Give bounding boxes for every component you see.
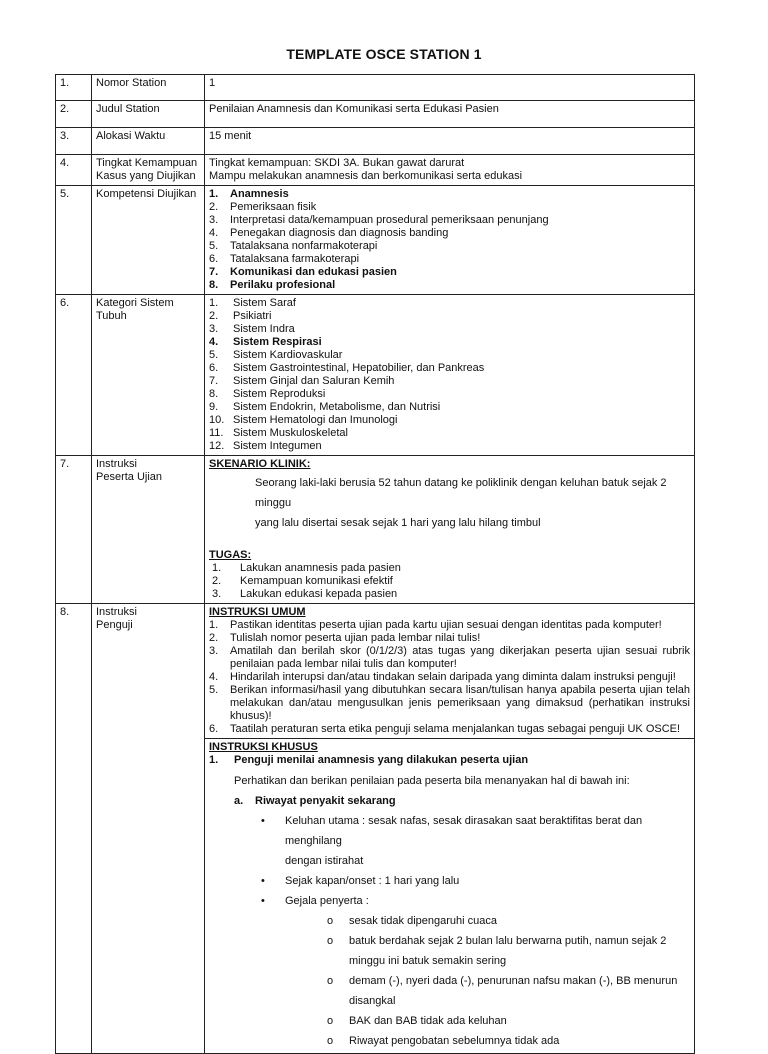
list-item: 6. Tatalaksana farmakoterapi [209, 253, 360, 265]
list-item: 4. Sistem Respirasi [209, 336, 322, 348]
task-heading: TUGAS: [209, 549, 252, 561]
list-item: 6. Taatilah peraturan serta etika penguji selama menjalankan tugas sebagai penguji UK OSCE! [209, 723, 681, 735]
bullet-icon: • [261, 895, 265, 907]
list-item: 4. Hindarilah interupsi dan/atau tindakan selain daripada yang diminta dalam instruksi penguji! [209, 671, 676, 683]
list-item: 3. Amatilah dan berilah skor (0/1/2/3) atas tugas yang dikerjakan peserta ujian sesuai rubrik penilaian pada lembar nilai tulis dan komputer! [209, 645, 690, 670]
list-item: 2. Kemampuan komunikasi efektif [212, 575, 393, 587]
list-item: o BAK dan BAB tidak ada keluhan [209, 1011, 690, 1031]
row-label: Kompetensi Diujikan [92, 186, 205, 295]
row-label-line: Penguji [96, 619, 133, 631]
row-label-line: Tubuh [96, 310, 127, 322]
table-row [56, 295, 695, 456]
row-label [92, 295, 205, 456]
list-item: 1. Sistem Saraf [209, 297, 296, 309]
list-item: 2. Tulislah nomor peserta ujian pada lembar nilai tulis! [209, 632, 481, 644]
table-row [56, 186, 695, 295]
row-number: 6. [56, 295, 92, 456]
list-item: 3. Lakukan edukasi kepada pasien [212, 588, 398, 600]
row-label-line: Tingkat Kemampuan [96, 157, 198, 169]
table-row [56, 128, 695, 155]
circle-bullet-icon: o [327, 1035, 334, 1047]
general-heading: INSTRUKSI UMUM [209, 606, 306, 618]
row-label-line: Instruksi [96, 606, 137, 618]
body-system-list [205, 295, 695, 456]
list-item: 9. Sistem Endokrin, Metabolisme, dan Nutrisi [209, 401, 441, 413]
circle-bullet-icon: o [327, 935, 334, 947]
list-item: o demam (-), nyeri dada (-), penurunan nafsu makan (-), BB menurun disangkal [209, 971, 690, 1011]
row-value: 1 [205, 75, 695, 101]
row-label [92, 456, 205, 604]
list-item: • Keluhan utama : sesak nafas, sesak dirasakan saat beraktifitas berat dan menghilang dengan istirahat [209, 811, 690, 871]
row-label: Judul Station [92, 101, 205, 128]
list-item: 2. Psikiatri [209, 310, 272, 322]
list-item: 6. Sistem Gastrointestinal, Hepatobilier, dan Pankreas [209, 362, 485, 374]
list-item: o Riwayat pengobatan sebelumnya tidak ada [209, 1031, 690, 1051]
row-value: 15 menit [205, 128, 695, 155]
row-number: 3. [56, 128, 92, 155]
instruction-text: Perhatikan dan berikan penilaian pada peserta bila menanyakan hal di bawah ini: [234, 775, 630, 787]
table-row [56, 155, 695, 186]
value-line: Mampu melakukan anamnesis dan berkomunikasi serta edukasi [209, 170, 523, 182]
special-instructions [205, 739, 695, 1054]
list-item: 2. Pemeriksaan fisik [209, 201, 317, 213]
table-row [56, 75, 695, 101]
list-item: 7. Sistem Ginjal dan Saluran Kemih [209, 375, 395, 387]
list-item: • Gejala penyerta : [209, 891, 690, 911]
row-number: 1. [56, 75, 92, 101]
special-heading: INSTRUKSI KHUSUS [209, 741, 318, 753]
row-label-line: Instruksi [96, 458, 137, 470]
row-label: Alokasi Waktu [92, 128, 205, 155]
row-value: Penilaian Anamnesis dan Komunikasi serta Edukasi Pasien [205, 101, 695, 128]
list-item: 3. Sistem Indra [209, 323, 295, 335]
circle-bullet-icon: o [327, 975, 334, 987]
list-item: 5. Berikan informasi/hasil yang dibutuhkan secara lisan/tulisan hanya apabila peserta ujian telah melakukan dan/atau mengusulkan jenis pemeriksaan yang dimaksud (perhatikan instruksi khusus)! [209, 684, 690, 722]
row-number: 4. [56, 155, 92, 186]
table-row [56, 456, 695, 604]
circle-bullet-icon: o [327, 915, 334, 927]
list-item: a. Riwayat penyakit sekarang [234, 795, 396, 807]
scenario-text: Seorang laki-laki berusia 52 tahun datang ke poliklinik dengan keluhan batuk sejak 2 minggu [255, 477, 667, 509]
list-item: 11. Sistem Muskuloskeletal [209, 427, 348, 439]
general-instructions [205, 604, 695, 739]
scenario-text: yang lalu disertai sesak sejak 1 hari yang lalu hilang timbul [255, 517, 541, 529]
list-item: 1. Pastikan identitas peserta ujian pada kartu ujian sesuai dengan identitas pada komputer! [209, 619, 662, 631]
bullet-icon: • [261, 875, 265, 887]
row-number: 2. [56, 101, 92, 128]
competency-list [205, 186, 695, 295]
table-row [56, 604, 695, 739]
list-item: 8. Perilaku profesional [209, 279, 336, 291]
list-item: 5. Sistem Kardiovaskular [209, 349, 343, 361]
circle-bullet-icon: o [327, 1015, 334, 1027]
list-item: 7. Komunikasi dan edukasi pasien [209, 266, 397, 278]
row-value [205, 155, 695, 186]
scenario-heading: SKENARIO KLINIK: [209, 458, 311, 470]
bullet-icon: • [261, 815, 265, 827]
list-item: 8. Sistem Reproduksi [209, 388, 326, 400]
list-item: 3. Interpretasi data/kemampuan prosedural pemeriksaan penunjang [209, 214, 549, 226]
row-label-line: Peserta Ujian [96, 471, 163, 483]
participant-instructions [205, 456, 695, 604]
value-line: Tingkat kemampuan: SKDI 3A. Bukan gawat darurat [209, 157, 465, 169]
row-label [92, 604, 205, 1054]
row-label: Nomor Station [92, 75, 205, 101]
list-item: 1. Lakukan anamnesis pada pasien [212, 562, 401, 574]
row-label [92, 155, 205, 186]
page-title: TEMPLATE OSCE STATION 1 [286, 46, 482, 62]
list-item: 10. Sistem Hematologi dan Imunologi [209, 414, 398, 426]
list-item: 1. Penguji menilai anamnesis yang dilakukan peserta ujian [209, 754, 529, 766]
row-label-line: Kategori Sistem [96, 297, 174, 309]
row-number: 5. [56, 186, 92, 295]
row-label-line: Kasus yang Diujikan [96, 170, 196, 182]
list-item: o batuk berdahak sejak 2 bulan lalu berwarna putih, namun sejak 2 minggu ini batuk semakin sering [209, 931, 690, 971]
list-item: • Sejak kapan/onset : 1 hari yang lalu [209, 871, 690, 891]
list-item: 12. Sistem Integumen [209, 440, 322, 452]
list-item: 5. Tatalaksana nonfarmakoterapi [209, 240, 378, 252]
list-item: 1. Anamnesis [209, 188, 289, 200]
list-item: o sesak tidak dipengaruhi cuaca [209, 911, 690, 931]
table-row [56, 101, 695, 128]
row-number: 8. [56, 604, 92, 1054]
list-item: 4. Penegakan diagnosis dan diagnosis banding [209, 227, 449, 239]
osce-table [55, 74, 695, 1054]
row-number: 7. [56, 456, 92, 604]
